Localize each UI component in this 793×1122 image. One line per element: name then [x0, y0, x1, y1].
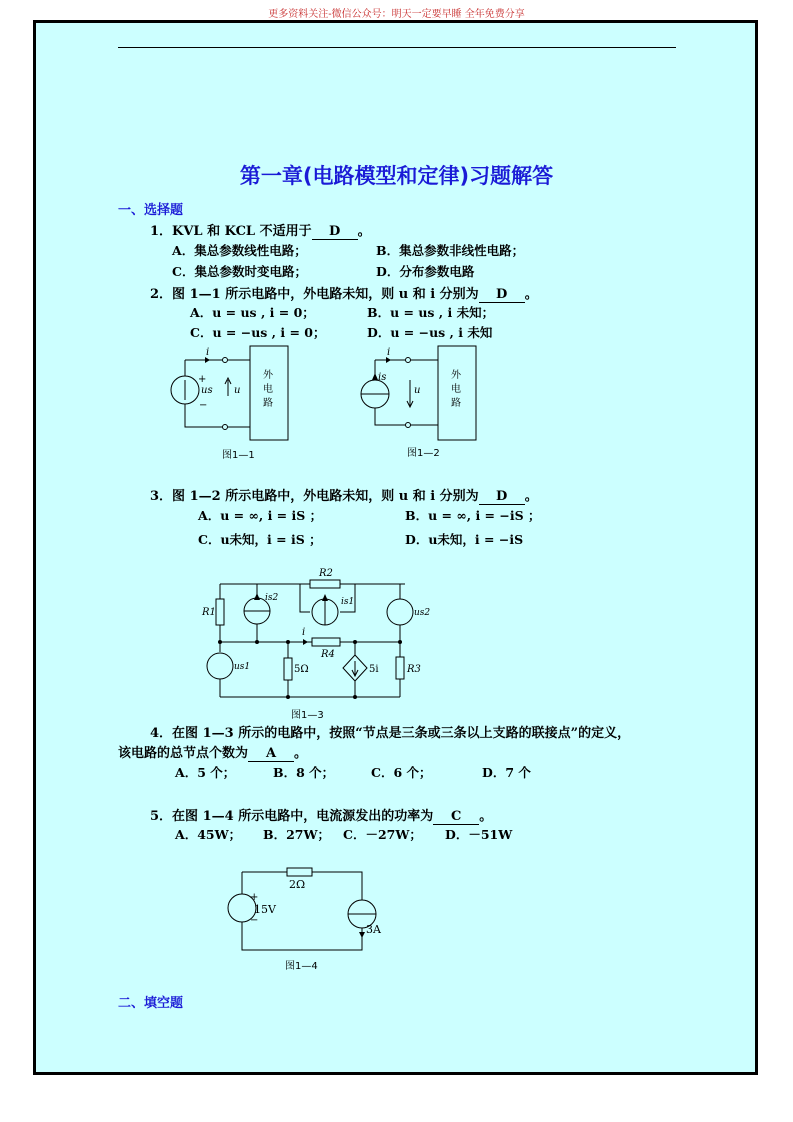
question-4-text: 该电路的总节点个数为 [118, 746, 249, 761]
figure-1-3-caption: 图1—3 [291, 710, 324, 721]
question-1-suffix: 。 [357, 224, 371, 239]
question-3-suffix: 。 [524, 489, 538, 504]
figure-1-1-caption: 图1—1 [222, 450, 255, 461]
q2-option-d: D．u = −us , i 未知 [367, 325, 493, 340]
fig1-ext-1: 外 [263, 370, 273, 381]
fig1-u-label: u [234, 385, 241, 396]
header-rule [118, 47, 676, 48]
question-1-answer: D [312, 224, 358, 240]
fig4-current: 3A [366, 923, 381, 936]
fig4-voltage: 15V [254, 903, 276, 916]
q2-option-b: B．u = us , i 未知； [367, 305, 495, 320]
figure-1-2-caption: 图1—2 [407, 448, 440, 459]
question-5-suffix: 。 [479, 809, 493, 824]
figure-1-4-caption: 图1—4 [285, 961, 318, 972]
fig2-src-label: is [378, 372, 387, 383]
q3-option-a: A．u = ∞, i = iS ； [198, 508, 323, 523]
fig1-ext-2: 电 [263, 384, 273, 395]
figure-1-1 [160, 340, 300, 460]
q2-option-a: A．u = us , i = 0； [190, 305, 315, 320]
q4-option-b: B．8 个； [273, 765, 335, 780]
q4-option-c: C．6 个； [371, 765, 432, 780]
fig2-u-label: u [414, 385, 421, 396]
fig4-resistor: 2Ω [289, 878, 306, 891]
q1-option-c: C．集总参数时变电路； [172, 264, 307, 279]
q1-option-b: B．集总参数非线性电路； [376, 243, 525, 258]
q3-option-b: B．u = ∞, i = −iS ； [405, 508, 541, 523]
figure-1-3 [195, 562, 431, 702]
fig3-is1: is1 [341, 597, 355, 607]
question-4-line1: 4．在图 1—3 所示的电路中，按照“节点是三条或三条以上支路的联接点”的定义， [150, 726, 631, 741]
question-2 [150, 283, 538, 303]
figure-1-2 [350, 340, 490, 460]
q5-option-d: D．－51W [445, 827, 513, 842]
question-4-answer: A [248, 746, 294, 762]
question-2-answer: D [479, 287, 525, 303]
fig1-i-label: i [206, 347, 210, 358]
fig2-ext-2: 电 [451, 384, 461, 395]
fig1-plus: + [198, 374, 207, 385]
page-title: 第一章(电路模型和定律)习题解答 [239, 164, 554, 188]
q3-option-d: D．u未知，i = −iS [405, 532, 524, 547]
q1-option-a: A．集总参数线性电路； [172, 243, 307, 258]
fig4-plus: + [250, 892, 259, 903]
q4-option-a: A．5 个； [175, 765, 236, 780]
fig2-i-label: i [387, 347, 391, 358]
question-2-suffix: 。 [524, 287, 538, 302]
fig3-us2: us2 [414, 608, 431, 618]
fig3-R2: R2 [319, 568, 333, 579]
question-5-text: 5．在图 1—4 所示电路中，电流源发出的功率为 [150, 809, 434, 824]
q1-option-d: D．分布参数电路 [376, 264, 475, 279]
q4-option-d: D．7 个 [482, 765, 531, 780]
section-heading-fill: 二、填空题 [118, 996, 184, 1011]
fig1-src-label: us [201, 385, 213, 396]
question-1-text: 1．KVL 和 KCL 不适用于 [150, 224, 312, 239]
question-1 [150, 220, 371, 240]
q5-option-c: C．－27W； [343, 827, 422, 842]
fig3-is2: is2 [265, 593, 279, 603]
fig3-R3: R3 [407, 664, 421, 675]
fig1-ext-3: 路 [263, 398, 273, 409]
fig3-r5: 5Ω [294, 664, 309, 675]
question-3-answer: D [479, 489, 525, 505]
q5-option-a: A．45W； [175, 827, 242, 842]
question-2-text: 2．图 1—1 所示电路中，外电路未知，则 u 和 i 分别为 [150, 287, 479, 302]
fig1-minus: − [199, 400, 208, 411]
fig3-i-label: i [302, 627, 306, 638]
q3-option-c: C．u未知，i = iS ； [198, 532, 322, 547]
question-3 [150, 485, 538, 505]
fig2-ext-1: 外 [451, 370, 461, 381]
question-4 [118, 742, 307, 762]
fig3-us1: us1 [234, 662, 251, 672]
figure-1-4 [225, 862, 381, 957]
q2-option-c: C．u = −us , i = 0； [190, 325, 326, 340]
question-3-text: 3．图 1—2 所示电路中，外电路未知，则 u 和 i 分别为 [150, 489, 479, 504]
question-5-answer: C [433, 809, 479, 825]
fig2-ext-3: 路 [451, 398, 461, 409]
fig4-minus: − [250, 915, 259, 926]
fig3-R1: R1 [202, 607, 216, 618]
header-note: 更多资料关注-微信公众号：明天一定要早睡 全年免费分享 [268, 9, 525, 20]
q5-option-b: B．27W； [263, 827, 330, 842]
question-4-suffix: 。 [294, 746, 308, 761]
fig3-dep: 5i [369, 664, 379, 675]
question-5 [150, 805, 492, 825]
section-heading-choice: 一、选择题 [118, 203, 184, 218]
page-bottom-margin [0, 1078, 793, 1122]
fig3-R4: R4 [321, 649, 335, 660]
